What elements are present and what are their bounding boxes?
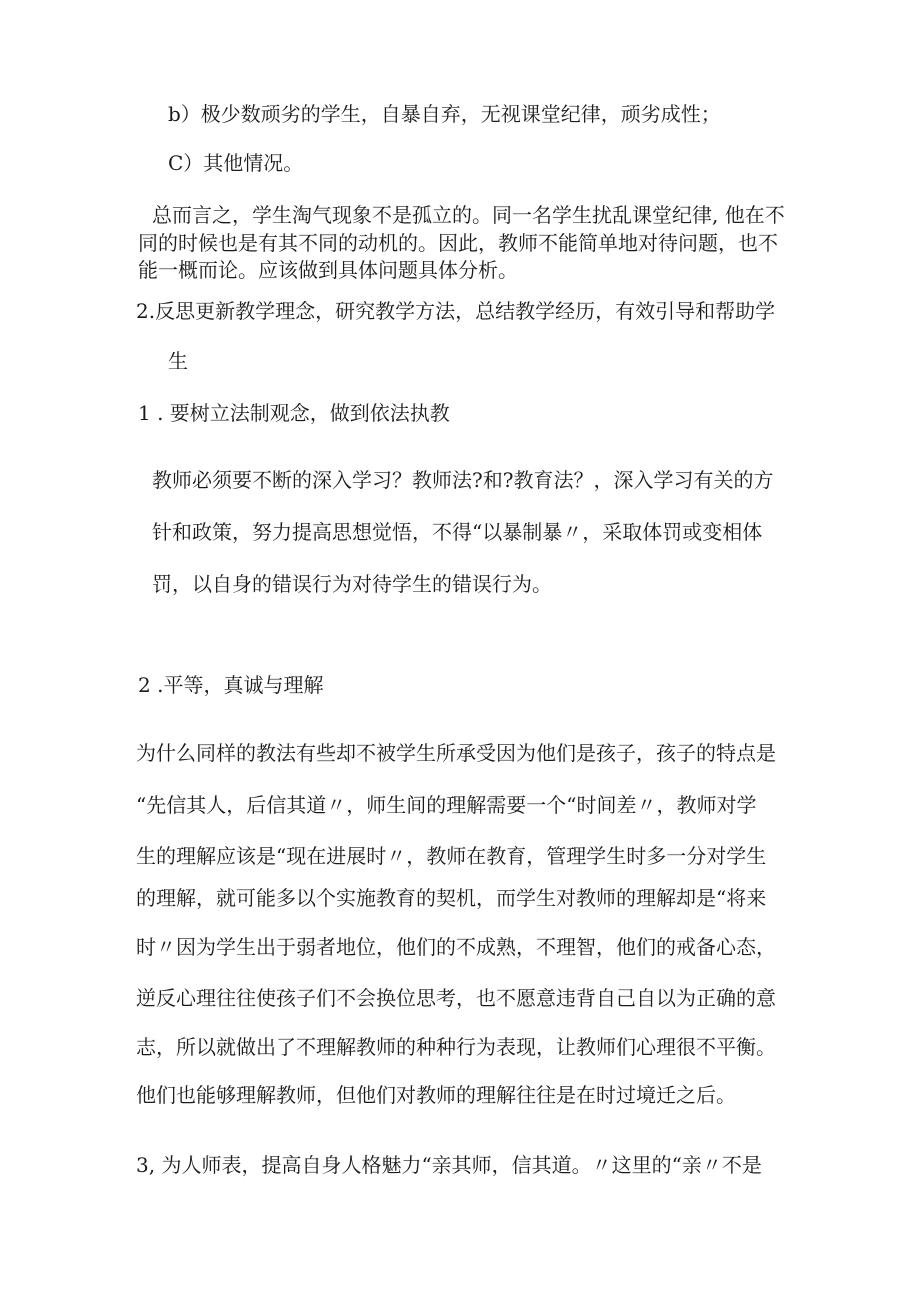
section2-heading-line-1: 2.反思更新教学理念，研究教学方法，总结教学经历，有效引导和帮助学 (136, 299, 776, 323)
summary-line-2: 同的时候也是有其不同的动机的。因此，教师不能简单地对待问题，也不 (138, 231, 778, 255)
subsection2-line-4: 的理解，就可能多以个实施教育的契机，而学生对教师的理解却是“将来 (136, 886, 767, 910)
subsection2-line-8: 他们也能够理解教师，但他们对教师的理解往往是在时过境迁之后。 (136, 1083, 736, 1107)
summary-line-1: 总而言之，学生淘气现象不是孤立的。同一名学生扰乱课堂纪律, 他在不 (152, 203, 785, 227)
subsection1-line-2: 针和政策，努力提高思想觉悟，不得“以暴制暴〃，采取体罚或变相体 (152, 520, 763, 544)
list-item-b: b）极少数顽劣的学生，自暴自弃，无视课堂纪律，顽劣成性； (168, 102, 721, 126)
subsection2-line-6: 逆反心理往往使孩子们不会换位思考，也不愿意违背自己自以为正确的意 (136, 986, 776, 1010)
subsection1-heading: 1 . 要树立法制观念，做到依法执教 (138, 401, 450, 425)
section2-heading-line-2: 生 (168, 349, 188, 373)
subsection2-heading: 2 .平等，真诚与理解 (138, 673, 324, 697)
subsection2-line-3: 生的理解应该是“现在进展时〃，教师在教育，管理学生时多一分对学生 (136, 844, 767, 868)
subsection1-line-3: 罚，以自身的错误行为对待学生的错误行为。 (152, 572, 552, 596)
list-item-c: C）其他情况。 (168, 151, 304, 175)
subsection2-line-1: 为什么同样的教法有些却不被学生所承受因为他们是孩子，孩子的特点是 (136, 741, 776, 765)
subsection2-line-7: 志，所以就做出了不理解教师的种种行为表现，让教师们心理很不平衡。 (136, 1035, 776, 1059)
subsection3-heading-line: 3, 为人师表，提高自身人格魅力“亲其师，信其道。〃这里的“亲〃不是 (136, 1153, 762, 1177)
subsection2-line-2: “先信其人，后信其道〃，师生间的理解需要一个“时间差〃，教师对学 (136, 793, 757, 817)
subsection1-line-1: 教师必须要不断的深入学习？教师法?和?教育法？，深入学习有关的方 (152, 468, 774, 492)
summary-line-3: 能一概而论。应该做到具体问题具体分析。 (138, 258, 518, 282)
subsection2-line-5: 时〃因为学生出于弱者地位，他们的不成熟，不理智，他们的戒备心态， (136, 935, 776, 959)
